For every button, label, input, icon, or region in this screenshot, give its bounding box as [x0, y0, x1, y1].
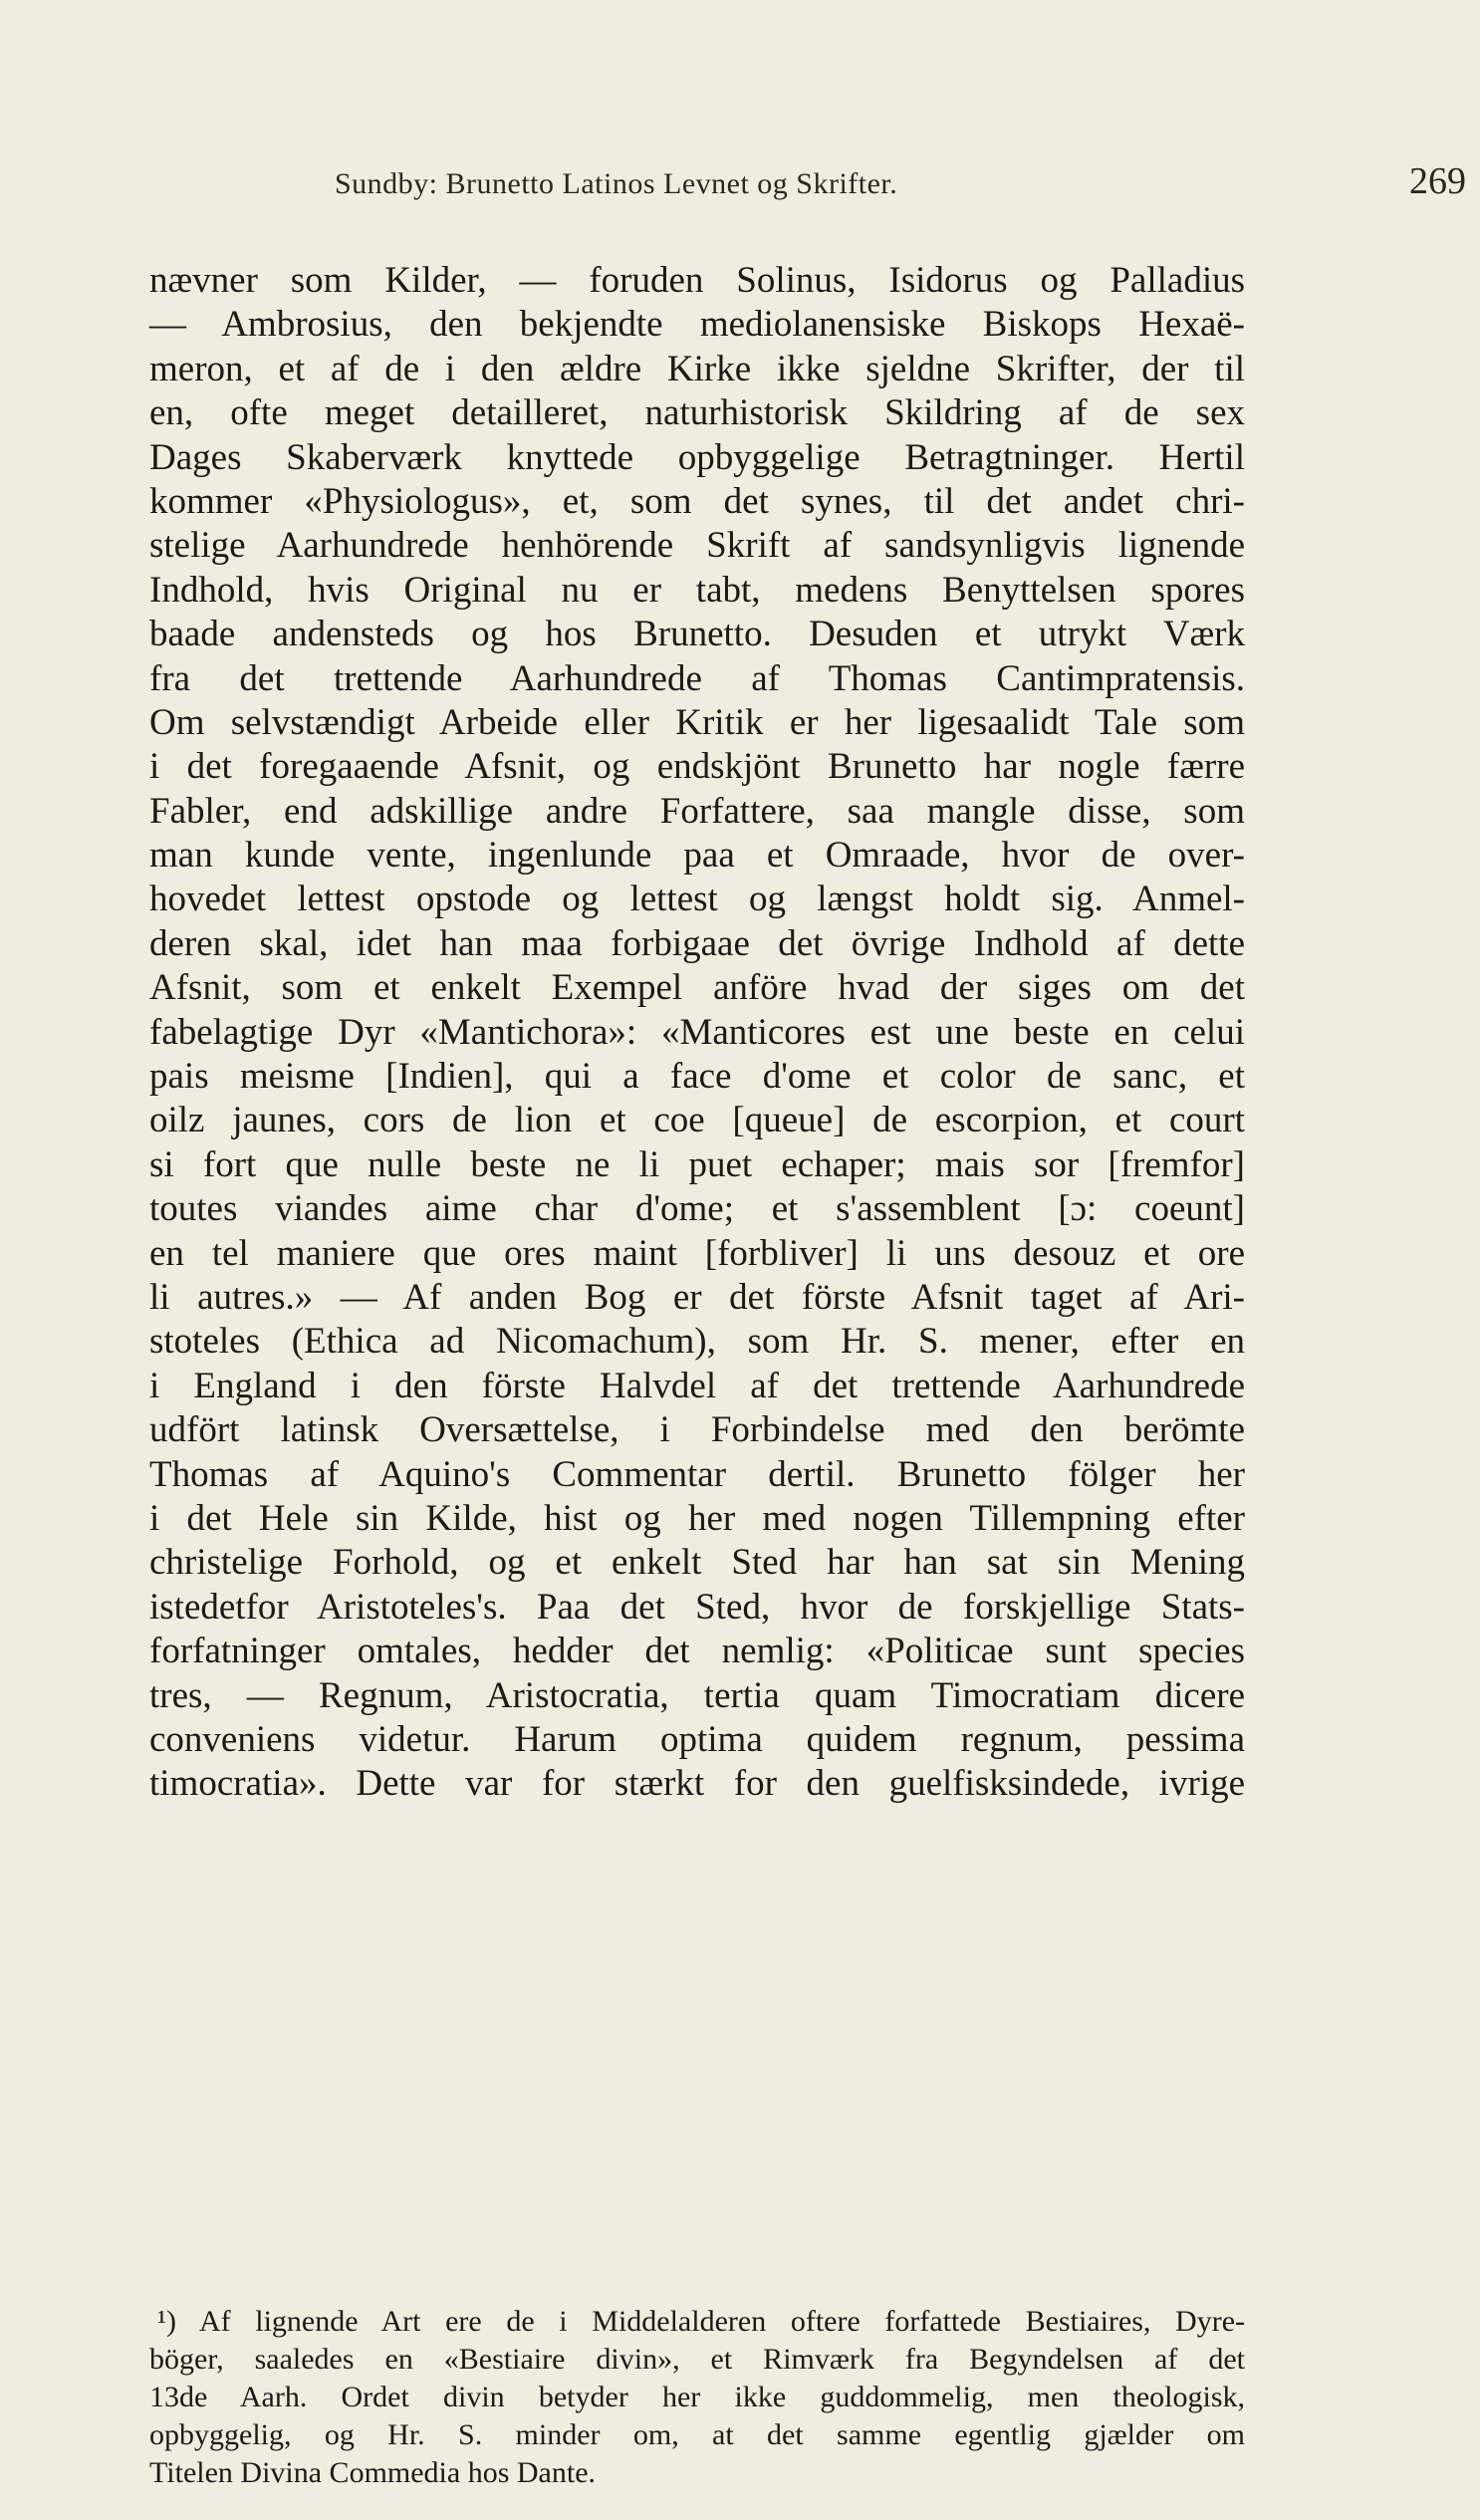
body-line: — Ambrosius, den bekjendte mediolanensiske Biskops Hexaë-: [149, 304, 1245, 346]
body-line: deren skal, idet han maa forbigaae det övrige Indhold af dette: [149, 922, 1245, 964]
body-line: Afsnit, som et enkelt Exempel anföre hvad der siges om det: [149, 967, 1245, 1009]
footnote-line: böger, saaledes en «Bestiaire divin», et Rimværk fra Begyndelsen af det: [149, 2343, 1245, 2376]
body-line: si fort que nulle beste ne li puet echaper; mais sor [fremfor]: [149, 1143, 1245, 1185]
body-line: fabelagtige Dyr «Mantichora»: «Manticores est une beste en celui: [149, 1011, 1245, 1053]
page-number: 269: [1409, 160, 1466, 202]
footnote-line: opbyggelig, og Hr. S. minder om, at det samme egentlig gjælder om: [149, 2418, 1245, 2451]
footnote-line: 13de Aarh. Ordet divin betyder her ikke guddommelig, men theologisk,: [149, 2381, 1245, 2413]
body-line: istedetfor Aristoteles's. Paa det Sted, hvor de forskjellige Stats-: [149, 1586, 1245, 1628]
body-line: Om selvstændigt Arbeide eller Kritik er her ligesaalidt Tale som: [149, 701, 1245, 743]
body-line: forfatninger omtales, hedder det nemlig: «Politicae sunt species: [149, 1631, 1245, 1672]
body-line: timocratia». Dette var for stærkt for den guelfisksindede, ivrige: [149, 1763, 1245, 1805]
footnote-line: ¹) Af lignende Art ere de i Middelalderen oftere forfattede Bestiaires, Dyre-: [157, 2305, 1245, 2338]
body-line: en tel maniere que ores maint [forbliver] li uns desouz et ore: [149, 1232, 1245, 1274]
body-text: [149, 259, 1245, 1807]
body-line: udfört latinsk Oversættelse, i Forbindelse med den berömte: [149, 1409, 1245, 1451]
body-line: Thomas af Aquino's Commentar dertil. Brunetto fölger her: [149, 1453, 1245, 1495]
body-line: i det foregaaende Afsnit, og endskjönt Brunetto har nogle færre: [149, 746, 1245, 788]
body-line: oilz jaunes, cors de lion et coe [queue] de escorpion, et court: [149, 1100, 1245, 1141]
body-line: christelige Forhold, og et enkelt Sted har han sat sin Mening: [149, 1542, 1245, 1584]
footnote-line: Titelen Divina Commedia hos Dante.: [149, 2456, 597, 2489]
body-line: en, ofte meget detailleret, naturhistorisk Skildring af de sex: [149, 392, 1245, 434]
body-line: baade andensteds og hos Brunetto. Desuden et utrykt Værk: [149, 614, 1245, 655]
body-line: hovedet lettest opstode og lettest og længst holdt sig. Anmel-: [149, 879, 1245, 920]
body-line: toutes viandes aime char d'ome; et s'assemblent [ɔ: coeunt]: [149, 1188, 1245, 1230]
running-header: Sundby: Brunetto Latinos Levnet og Skrifter.: [335, 167, 898, 200]
body-line: fra det trettende Aarhundrede af Thomas Cantimpratensis.: [149, 657, 1245, 699]
body-line: kommer «Physiologus», et, som det synes, til det andet chri-: [149, 480, 1245, 522]
body-line: stoteles (Ethica ad Nicomachum), som Hr. S. mener, efter en: [149, 1321, 1245, 1363]
body-line: meron, et af de i den ældre Kirke ikke sjeldne Skrifter, der til: [149, 348, 1245, 389]
body-line: conveniens videtur. Harum optima quidem regnum, pessima: [149, 1718, 1245, 1760]
body-line: stelige Aarhundrede henhörende Skrift af sandsynligvis lignende: [149, 525, 1245, 567]
body-line: i det Hele sin Kilde, hist og her med nogen Tillempning efter: [149, 1497, 1245, 1539]
body-line: Indhold, hvis Original nu er tabt, medens Benyttelsen spores: [149, 569, 1245, 611]
body-line: tres, — Regnum, Aristocratia, tertia quam Timocratiam dicere: [149, 1674, 1245, 1716]
body-line: pais meisme [Indien], qui a face d'ome et color de sanc, et: [149, 1056, 1245, 1098]
body-line: li autres.» — Af anden Bog er det förste Afsnit taget af Ari-: [149, 1276, 1245, 1318]
body-line: Dages Skaberværk knyttede opbyggelige Betragtninger. Hertil: [149, 436, 1245, 478]
body-line: Fabler, end adskillige andre Forfattere, saa mangle disse, som: [149, 790, 1245, 832]
body-line: nævner som Kilder, — foruden Solinus, Isidorus og Palladius: [149, 260, 1245, 301]
body-line: i England i den förste Halvdel af det trettende Aarhundrede: [149, 1365, 1245, 1406]
footnote: [149, 2303, 1245, 2492]
body-line: man kunde vente, ingenlunde paa et Omraade, hvor de over-: [149, 835, 1245, 877]
